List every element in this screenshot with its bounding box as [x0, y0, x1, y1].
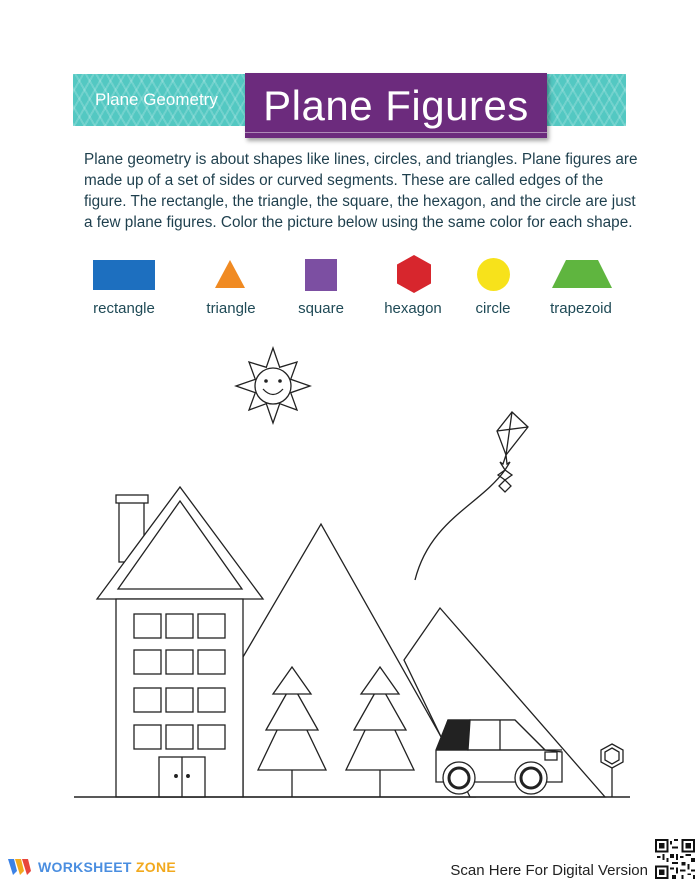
- logo-w-icon: [8, 858, 34, 876]
- intro-paragraph: Plane geometry is about shapes like lines, circles, and triangles. Plane figures are made up of a set of sides or curved segments. These are called edges of the figure. The rectangle, the triangle, the square, the hexagon, and the circle are just a few plane figures. Color the picture below using the same color for each shape.: [84, 151, 638, 231]
- scan-text: Scan Here For Digital Version: [450, 862, 648, 879]
- banner-subtitle: Plane Geometry: [95, 90, 218, 109]
- hexagon-label: hexagon: [384, 300, 442, 317]
- square-shape: [305, 259, 337, 291]
- qr-code-icon[interactable]: [655, 839, 695, 879]
- kite-icon: [415, 412, 528, 580]
- circle-label: circle: [475, 300, 511, 317]
- sun-icon: [236, 348, 310, 423]
- house: [97, 487, 263, 797]
- coloring-picture: [0, 330, 700, 810]
- logo-word-zone: ZONE: [135, 859, 176, 875]
- trapezoid-shape: [551, 259, 613, 289]
- square-label: square: [298, 300, 344, 317]
- rectangle-label: rectangle: [93, 300, 155, 317]
- circle-shape: [477, 258, 510, 291]
- triangle-label: triangle: [206, 300, 256, 317]
- trapezoid-label: trapezoid: [550, 300, 612, 317]
- triangle-shape: [213, 258, 247, 290]
- worksheetzone-logo[interactable]: [8, 858, 176, 876]
- page-title: Plane Figures: [245, 73, 547, 138]
- stop-sign: [601, 744, 623, 797]
- rectangle-shape: [93, 260, 155, 290]
- logo-word-worksheet: WORKSHEET: [38, 859, 132, 875]
- hexagon-shape: [394, 254, 434, 294]
